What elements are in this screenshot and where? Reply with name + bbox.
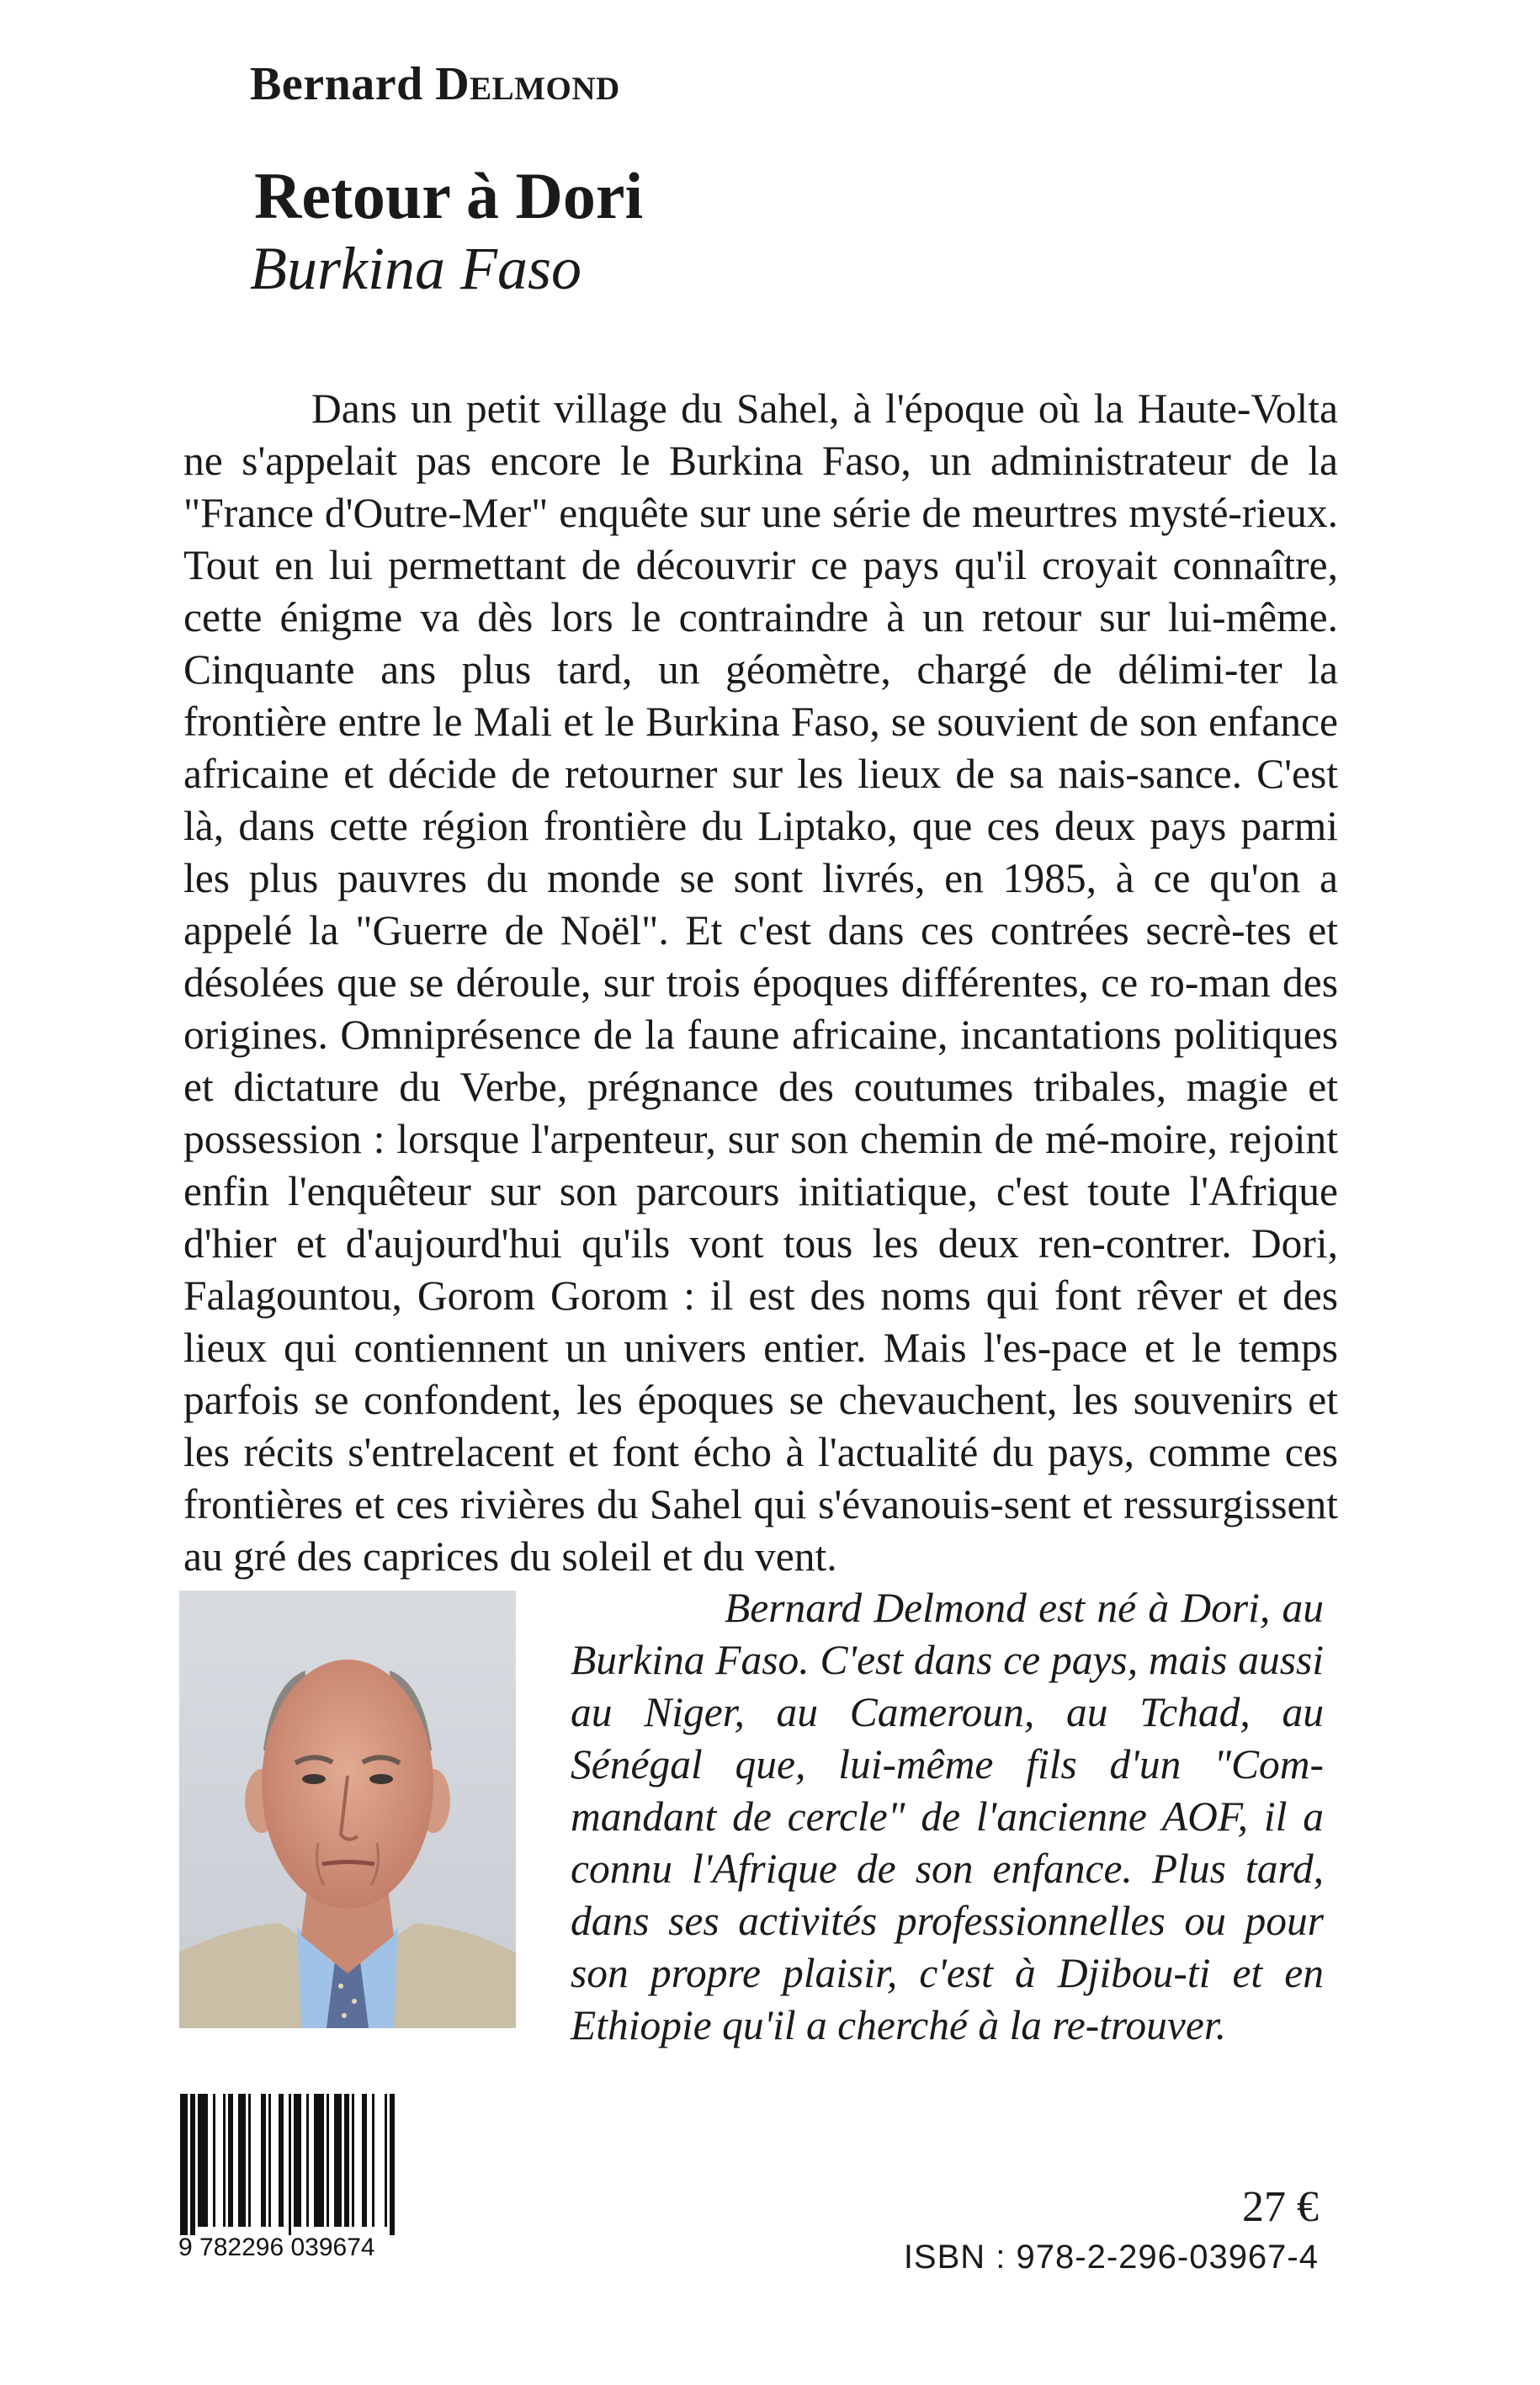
author-last-name: Delmond: [435, 58, 620, 110]
price: 27 €: [1242, 2183, 1319, 2231]
barcode-icon: [168, 2087, 505, 2264]
author-name: [250, 57, 620, 111]
isbn: ISBN : 978-2-296-03967-4: [903, 2239, 1319, 2276]
barcode: [168, 2087, 505, 2264]
author-portrait-icon: [179, 1591, 516, 2028]
author-portrait-image: [179, 1591, 516, 2028]
author-bio: Bernard Delmond est né à Dori, au Burkina Faso. C'est dans ce pays, mais aussi au Niger, au Cameroun, au Tchad, au Sénégal que, lui-même fils d'un "Com-mandant de cercle" de l'ancienne AOF, il a connu l'Afrique de son enfance. Plus tard, dans ses activités professionnelles ou pour son propre plaisir, c'est à Djibou-ti et en Ethiopie qu'il a cherché à la re-trouver.: [571, 1585, 1324, 2048]
book-title: Retour à Dori: [254, 159, 644, 232]
barcode-digits: 9 782296 039674: [178, 2234, 375, 2261]
book-subtitle: Burkina Faso: [250, 235, 581, 302]
blurb-paragraph: Dans un petit village du Sahel, à l'époque où la Haute-Volta ne s'appelait pas encore le Burkina Faso, un administrateur de la "France d'Outre-Mer" enquête sur une série de meurtres mysté-rieux. Tout en lui permettant de découvrir ce pays qu'il croyait connaître, cette énigme va dès lors le contraindre à un retour sur lui-même. Cinquante ans plus tard, un géomètre, chargé de délimi-ter la frontière entre le Mali et le Burkina Faso, se souvient de son enfance africaine et décide de retourner sur les lieux de sa nais-sance. C'est là, dans cette région frontière du Liptako, que ces deux pays parmi les plus pauvres du monde se sont livrés, en 1985, à ce qu'on a appelé la "Guerre de Noël". Et c'est dans ces contrées secrè-tes et désolées que se déroule, sur trois époques différentes, ce ro-man des origines. Omniprésence de la faune africaine, incantations politiques et dictature du Verbe, prégnance des coutumes tribales, magie et possession : lorsque l'arpenteur, sur son chemin de mé-moire, rejoint enfin l'enquêteur sur son parcours initiatique, c'est toute l'Afrique d'hier et d'aujourd'hui qu'ils vont tous les deux ren-contrer. Dori, Falagountou, Gorom Gorom : il est des noms qui font rêver et des lieux qui contiennent un univers entier. Mais l'es-pace et le temps parfois se confondent, les époques se chevauchent, les souvenirs et les récits s'entrelacent et font écho à l'actualité du pays, comme ces frontières et ces rivières du Sahel qui s'évanouis-sent et ressurgissent au gré des caprices du soleil et du vent.: [183, 385, 1338, 1580]
author-first-name: Bernard: [250, 58, 423, 110]
